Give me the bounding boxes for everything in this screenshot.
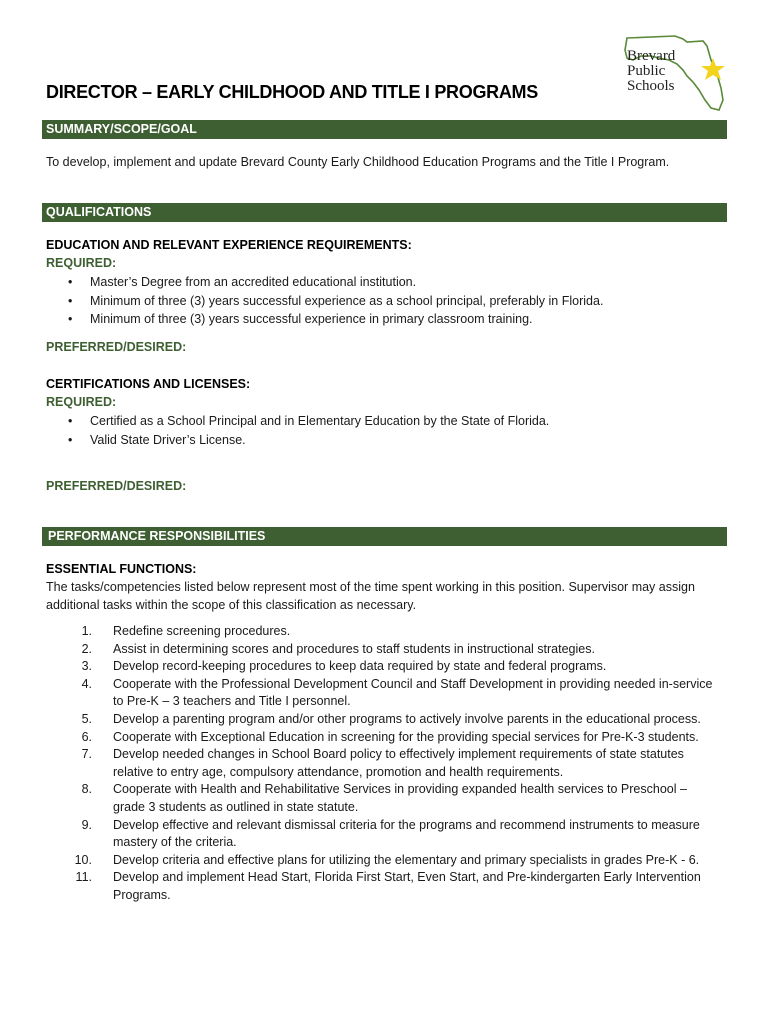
item-text: Cooperate with Exceptional Education in screening for the providing special services for Pre-K-3 students. xyxy=(113,729,699,744)
list-item xyxy=(46,676,726,711)
item-number: 9. xyxy=(81,817,92,832)
item-number: 10. xyxy=(74,852,92,867)
list-item: • Certified as a School Principal and in Elementary Education by the State of Florida. xyxy=(46,412,549,431)
certifications-required-list xyxy=(46,412,549,449)
item-text: Develop a parenting program and/or other programs to actively involve parents in the educational process. xyxy=(113,711,701,726)
item-number: 7. xyxy=(81,747,92,762)
item-text: Develop effective and relevant dismissal criteria for the programs and recommend instruments to measure mastery of the criteria. xyxy=(113,817,700,850)
list-item xyxy=(46,869,726,904)
list-item xyxy=(46,729,726,747)
list-item xyxy=(46,658,726,676)
essential-functions-intro: The tasks/competencies listed below represent most of the time spent working in this position. Supervisor may assign additional tasks within the scope of this classification as necessary. xyxy=(46,580,695,612)
item-number: 3. xyxy=(81,659,92,674)
item-number: 1. xyxy=(81,624,92,638)
item-text: Cooperate with the Professional Development Council and Staff Development in providing needed in-service to Pre-K – 3 teachers and Title I personnel. xyxy=(113,676,713,709)
item-text: Develop needed changes in School Board policy to effectively implement requirements of state statutes relative to entry age, compulsory attendance, promotion and health requirements. xyxy=(113,747,684,779)
section-header-qualifications: QUALIFICATIONS xyxy=(42,203,727,222)
brevard-public-schools-logo xyxy=(613,30,731,114)
item-text: Cooperate with Health and Rehabilitative Services in providing expanded health services to Preschool – grade 3 students as outlined in state statute. xyxy=(113,782,687,814)
list-item xyxy=(46,817,726,852)
essential-functions-list xyxy=(46,623,726,905)
list-item xyxy=(46,746,726,781)
list-item: • Valid State Driver’s License. xyxy=(46,431,549,450)
item-text: Redefine screening procedures. xyxy=(113,624,291,638)
list-item xyxy=(46,852,726,870)
list-item: • Master’s Degree from an accredited educational institution. xyxy=(46,273,603,292)
essential-functions-heading: ESSENTIAL FUNCTIONS: xyxy=(46,562,197,576)
star-icon xyxy=(701,58,725,80)
item-number: 8. xyxy=(81,782,92,797)
education-required-list xyxy=(46,273,603,329)
item-number: 6. xyxy=(81,729,92,744)
item-number: 2. xyxy=(81,641,92,656)
list-item xyxy=(46,623,726,641)
florida-outline-icon xyxy=(613,30,731,114)
item-number: 11. xyxy=(75,870,92,885)
certifications-preferred-label: PREFERRED/DESIRED: xyxy=(46,479,187,493)
item-text: Develop criteria and effective plans for utilizing the elementary and primary specialists in grades Pre-K - 6. xyxy=(113,852,700,867)
logo-line-1: Brevard xyxy=(627,48,676,64)
item-number: 4. xyxy=(81,676,92,691)
item-text: Develop and implement Head Start, Florida First Start, Even Start, and Pre-kindergarten Early Intervention Programs. xyxy=(113,870,701,902)
item-text: Assist in determining scores and procedures to staff students in instructional strategies. xyxy=(113,641,595,656)
page-title: DIRECTOR – EARLY CHILDHOOD AND TITLE I PROGRAMS xyxy=(46,82,538,102)
item-text: Develop record-keeping procedures to keep data required by state and federal programs. xyxy=(113,659,607,674)
item-number: 5. xyxy=(81,711,92,726)
certifications-required-label: REQUIRED: xyxy=(46,395,117,409)
section-header-performance: PERFORMANCE RESPONSIBILITIES xyxy=(42,527,727,546)
list-item xyxy=(46,781,726,816)
summary-text: To develop, implement and update Brevard County Early Childhood Education Programs and the Title I Program. xyxy=(46,155,670,169)
logo-line-3: Schools xyxy=(627,78,675,94)
education-required-label: REQUIRED: xyxy=(46,256,117,270)
list-item: • Minimum of three (3) years successful experience in primary classroom training. xyxy=(46,310,603,329)
logo-line-2: Public xyxy=(627,63,666,79)
list-item xyxy=(46,711,726,729)
section-header-summary: SUMMARY/SCOPE/GOAL xyxy=(42,120,727,139)
education-preferred-label: PREFERRED/DESIRED: xyxy=(46,340,187,354)
certifications-heading: CERTIFICATIONS AND LICENSES: xyxy=(46,377,251,391)
list-item xyxy=(46,641,726,659)
list-item: • Minimum of three (3) years successful experience as a school principal, preferably in Florida. xyxy=(46,292,603,311)
education-heading: EDUCATION AND RELEVANT EXPERIENCE REQUIREMENTS: xyxy=(46,238,412,252)
